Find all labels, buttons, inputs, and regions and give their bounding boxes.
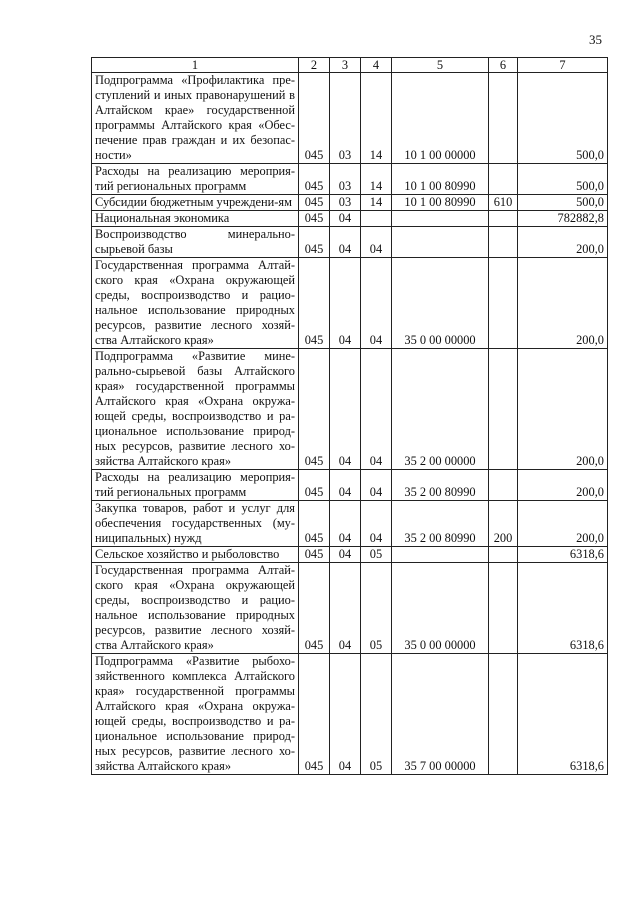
row-target-article: 10 1 00 00000 [392, 73, 489, 164]
row-expense-type [489, 547, 518, 563]
row-name: Государственная программа Алтай-ского края «Охрана окружающей среды, воспроизводство и рацио-нальное использование природных ресурсов, развитие лесного хозяй-ства Алтайского края» [92, 258, 299, 349]
col-header-4: 4 [361, 58, 392, 73]
row-target-article [392, 227, 489, 258]
col-header-5: 5 [392, 58, 489, 73]
row-section: 04 [330, 654, 361, 775]
page-number: 35 [589, 32, 602, 47]
row-name: Расходы на реализацию мероприя-тий региональных программ [92, 470, 299, 501]
row-name: Закупка товаров, работ и услуг для обеспечения государственных (му-ниципальных) нужд [92, 501, 299, 547]
row-target-article: 35 0 00 00000 [392, 563, 489, 654]
row-target-article: 10 1 00 80990 [392, 164, 489, 195]
row-admin-code: 045 [299, 164, 330, 195]
row-admin-code: 045 [299, 73, 330, 164]
row-section: 03 [330, 195, 361, 211]
budget-table [91, 57, 608, 775]
row-amount: 200,0 [518, 227, 608, 258]
table-row [92, 258, 608, 349]
row-expense-type [489, 73, 518, 164]
row-amount: 200,0 [518, 470, 608, 501]
table-row [92, 195, 608, 211]
row-name: Государственная программа Алтай-ского края «Охрана окружающей среды, воспроизводство и рацио-нальное использование природных ресурсов, развитие лесного хозяй-ства Алтайского края» [92, 563, 299, 654]
row-admin-code: 045 [299, 211, 330, 227]
row-amount: 200,0 [518, 349, 608, 470]
row-section: 04 [330, 547, 361, 563]
row-subsection: 04 [361, 258, 392, 349]
col-header-1: 1 [92, 58, 299, 73]
row-amount: 500,0 [518, 195, 608, 211]
row-subsection [361, 211, 392, 227]
row-subsection: 14 [361, 73, 392, 164]
row-amount: 782882,8 [518, 211, 608, 227]
row-expense-type [489, 470, 518, 501]
table-row [92, 654, 608, 775]
table-row [92, 211, 608, 227]
row-name: Подпрограмма «Развитие мине-рально-сырьевой базы Алтайского края» государственной программы Алтайского края «Охрана окружа-ющей среды, воспроизводство и ра-циональное использование природ-ных ресурсов, развитие лесного хо-зяйства Алтайского края» [92, 349, 299, 470]
table-row [92, 563, 608, 654]
col-header-7: 7 [518, 58, 608, 73]
row-expense-type [489, 563, 518, 654]
row-name: Подпрограмма «Развитие рыбохо-зяйственного комплекса Алтайского края» государственной программы Алтайского края «Охрана окружа-ющей среды, воспроизводство и ра-циональное использование природ-ных ресурсов, развитие лесного хо-зяйства Алтайского края» [92, 654, 299, 775]
row-target-article: 35 0 00 00000 [392, 258, 489, 349]
row-subsection: 04 [361, 349, 392, 470]
col-header-3: 3 [330, 58, 361, 73]
row-admin-code: 045 [299, 470, 330, 501]
row-expense-type [489, 211, 518, 227]
row-admin-code: 045 [299, 654, 330, 775]
row-name: Субсидии бюджетным учреждени-ям [92, 195, 299, 211]
row-amount: 200,0 [518, 258, 608, 349]
row-section: 04 [330, 501, 361, 547]
row-section: 03 [330, 73, 361, 164]
row-target-article: 10 1 00 80990 [392, 195, 489, 211]
row-section: 03 [330, 164, 361, 195]
row-section: 04 [330, 227, 361, 258]
row-subsection: 04 [361, 227, 392, 258]
row-expense-type [489, 349, 518, 470]
table-row [92, 470, 608, 501]
table-row [92, 73, 608, 164]
row-amount: 200,0 [518, 501, 608, 547]
row-subsection: 05 [361, 654, 392, 775]
table-row [92, 547, 608, 563]
header-row [92, 58, 608, 73]
row-name: Национальная экономика [92, 211, 299, 227]
row-name: Сельское хозяйство и рыболовство [92, 547, 299, 563]
row-target-article: 35 7 00 00000 [392, 654, 489, 775]
table-row [92, 164, 608, 195]
row-amount: 500,0 [518, 73, 608, 164]
row-subsection: 05 [361, 547, 392, 563]
row-section: 04 [330, 470, 361, 501]
row-expense-type [489, 227, 518, 258]
row-expense-type [489, 258, 518, 349]
row-admin-code: 045 [299, 501, 330, 547]
table-row [92, 227, 608, 258]
row-section: 04 [330, 211, 361, 227]
table-row [92, 501, 608, 547]
row-admin-code: 045 [299, 195, 330, 211]
col-header-2: 2 [299, 58, 330, 73]
row-target-article: 35 2 00 00000 [392, 349, 489, 470]
row-section: 04 [330, 563, 361, 654]
row-expense-type: 610 [489, 195, 518, 211]
row-subsection: 05 [361, 563, 392, 654]
row-expense-type [489, 654, 518, 775]
row-subsection: 04 [361, 470, 392, 501]
row-admin-code: 045 [299, 349, 330, 470]
row-name: Подпрограмма «Профилактика пре-ступлений и иных правонарушений в Алтайском крае» государственной программы Алтайского края «Обес-печение прав граждан и их безопас-ности» [92, 73, 299, 164]
row-amount: 500,0 [518, 164, 608, 195]
table-row [92, 349, 608, 470]
row-section: 04 [330, 258, 361, 349]
row-admin-code: 045 [299, 563, 330, 654]
col-header-6: 6 [489, 58, 518, 73]
row-amount: 6318,6 [518, 547, 608, 563]
row-target-article [392, 547, 489, 563]
row-admin-code: 045 [299, 227, 330, 258]
row-expense-type [489, 164, 518, 195]
row-subsection: 14 [361, 164, 392, 195]
row-target-article: 35 2 00 80990 [392, 470, 489, 501]
row-name: Расходы на реализацию мероприя-тий региональных программ [92, 164, 299, 195]
row-admin-code: 045 [299, 547, 330, 563]
row-target-article [392, 211, 489, 227]
row-subsection: 14 [361, 195, 392, 211]
row-admin-code: 045 [299, 258, 330, 349]
table-body [92, 73, 608, 775]
row-amount: 6318,6 [518, 654, 608, 775]
row-section: 04 [330, 349, 361, 470]
row-subsection: 04 [361, 501, 392, 547]
row-expense-type: 200 [489, 501, 518, 547]
row-name: Воспроизводство минерально-сырьевой базы [92, 227, 299, 258]
row-amount: 6318,6 [518, 563, 608, 654]
row-target-article: 35 2 00 80990 [392, 501, 489, 547]
